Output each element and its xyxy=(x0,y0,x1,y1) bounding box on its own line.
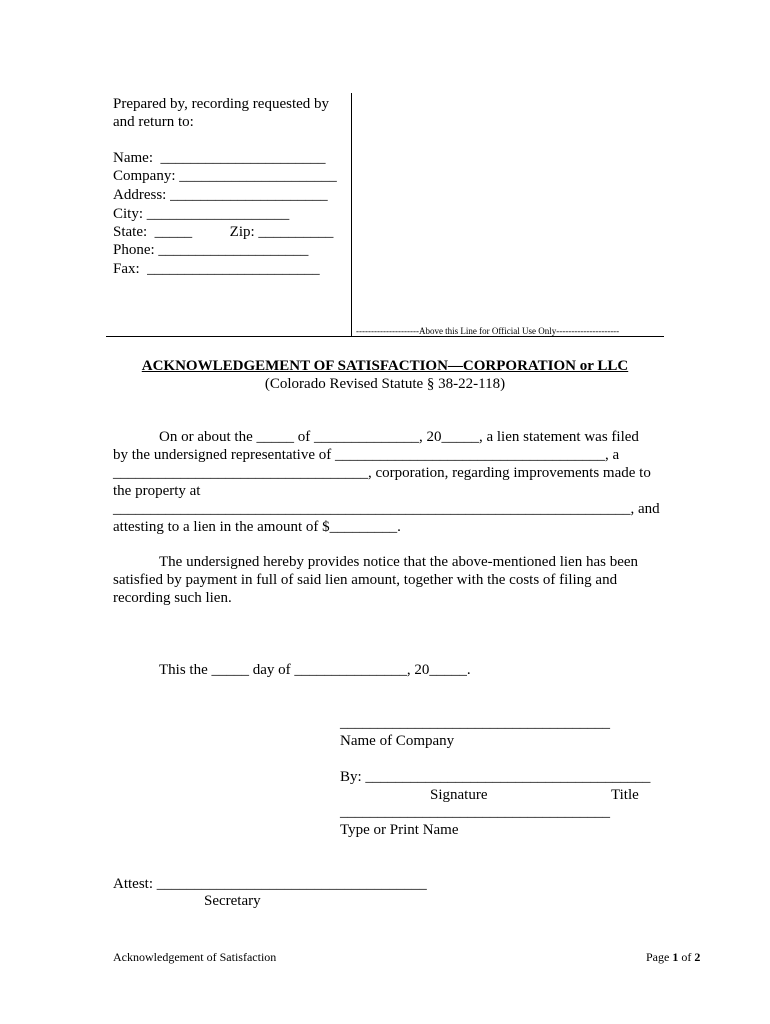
name-field[interactable]: Name: ______________________ xyxy=(113,150,326,166)
paragraph1-line2: by the undersigned representative of ____________________________________, a xyxy=(113,447,620,463)
paragraph1-line1: On or about the _____ of ______________, 20_____, a lien statement was filed xyxy=(159,429,639,445)
page-total: 2 xyxy=(694,950,701,964)
attest-line[interactable]: Attest: ____________________________________ xyxy=(113,876,427,892)
paragraph1-line3: __________________________________, corporation, regarding improvements made to xyxy=(113,465,651,481)
signature-label: Signature xyxy=(430,787,488,803)
title-label: Title xyxy=(611,787,639,803)
paragraph2-line1: The undersigned hereby provides notice that the above-mentioned lien has been xyxy=(159,554,639,570)
paragraph1-line5: _____________________________________________________________________, and xyxy=(113,501,660,517)
page-number xyxy=(646,948,700,966)
prepared-by-line-1: Prepared by, recording requested by xyxy=(113,96,330,112)
company-name-label: Name of Company xyxy=(340,733,455,749)
prepared-by-line-2: and return to: xyxy=(113,114,194,130)
paragraph2-line3: recording such lien. xyxy=(113,590,232,606)
header-divider-horizontal xyxy=(106,336,664,337)
footer-title: Acknowledgement of Satisfaction xyxy=(113,950,277,964)
paragraph2-line2: satisfied by payment in full of said lien amount, together with the costs of filing and xyxy=(113,572,618,588)
state-zip-field[interactable]: State: _____ Zip: __________ xyxy=(113,224,334,240)
secretary-label: Secretary xyxy=(204,893,261,909)
date-line[interactable]: This the _____ day of _______________, 20_____. xyxy=(159,662,471,678)
by-signature-line[interactable]: By: ______________________________________ xyxy=(340,769,651,785)
official-use-label: ---------------------Above this Line for Official Use Only--------------------- xyxy=(356,326,620,336)
document-subtitle: (Colorado Revised Statute § 38-22-118) xyxy=(264,376,506,392)
phone-field[interactable]: Phone: ____________________ xyxy=(113,242,309,258)
header-divider-vertical xyxy=(351,93,352,336)
print-name-line[interactable]: ____________________________________ xyxy=(340,804,610,820)
document-title: ACKNOWLEDGEMENT OF SATISFACTION—CORPORATION or LLC xyxy=(141,358,629,374)
paragraph1-line6: attesting to a lien in the amount of $_________. xyxy=(113,519,401,535)
fax-field[interactable]: Fax: _______________________ xyxy=(113,261,320,277)
address-field[interactable]: Address: _____________________ xyxy=(113,187,328,203)
page-current: 1 xyxy=(672,950,679,964)
paragraph1-line4: the property at xyxy=(113,483,201,499)
company-field[interactable]: Company: _____________________ xyxy=(113,168,337,184)
print-name-label: Type or Print Name xyxy=(340,822,459,838)
company-name-line[interactable]: ____________________________________ xyxy=(340,715,610,731)
city-field[interactable]: City: ___________________ xyxy=(113,206,290,222)
page-mid: of xyxy=(678,950,695,964)
page-prefix: Page xyxy=(646,950,673,964)
